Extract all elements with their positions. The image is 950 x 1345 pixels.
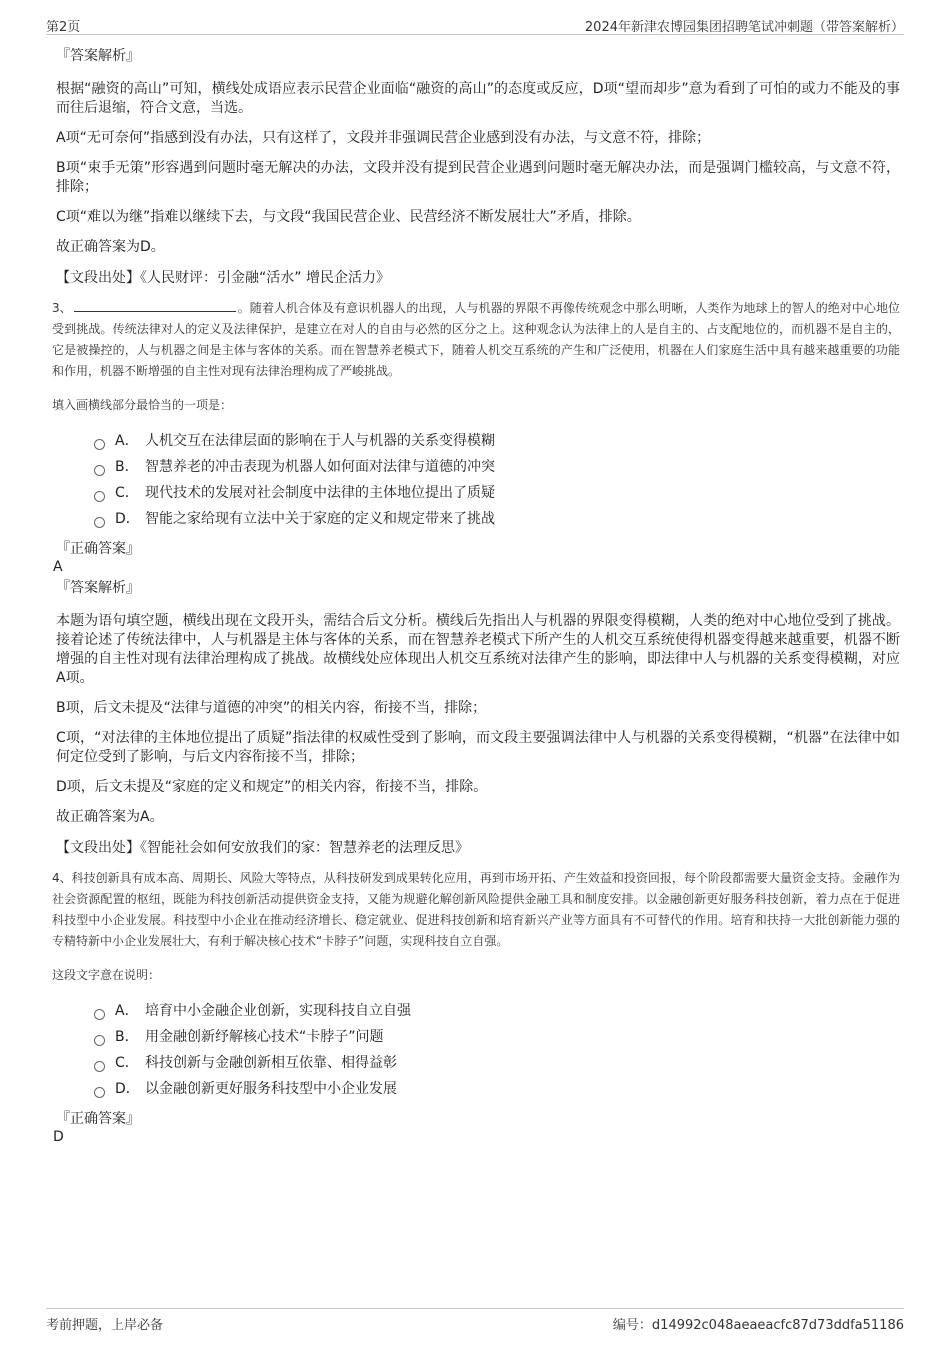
document-title: 2024年新津农博园集团招聘笔试冲刺题（带答案解析） [584, 20, 904, 35]
option-text: 人机交互在法律层面的影响在于人与机器的关系变得模糊 [145, 433, 495, 449]
radio-button[interactable] [94, 1061, 105, 1072]
question-stem: 4、科技创新具有成本高、周期长、风险大等特点，从科技研发到成果转化应用，再到市场开拓、产生效益和投资回报，每个阶段都需要大量资金支持。金融作为社会资源配置的枢纽，既能为科技创新活动提供资金支持，又能为规避化解创新风险提供金融工具和制度安排。以金融创新更好服务科技创新，着力点在于促进科技型中小企业发展。科技型中小企业在推动经济增长、稳定就业、促进科技创新和培育新兴产业等方面具有不可替代的作用。培育和扶持一大批创新能力强的专精特新中小企业发展壮大，有利于解决核心技术“卡脖子”问题，实现科技自立自强。 [52, 871, 900, 948]
analysis-paragraph: B项“束手无策”形容遇到问题时毫无解决的办法，文段并没有提到民营企业遇到问题时毫无解决办法，而是强调门槛较高，与文意不符，排除； [56, 160, 900, 195]
radio-button[interactable] [94, 1035, 105, 1046]
option-a[interactable] [94, 432, 900, 458]
question-text: 。随着人机合体及有意识机器人的出现，人与机器的界限不再像传统观念中那么明晰，人类作为地球上的智人的绝对中心地位受到挑战。传统法律对人的定义及法律保护，是建立在对人的自由与必然的区分之上。这种观念认为法律上的人是自主的、占支配地位的，而机器不是自主的，它是被操控的，人与机器之间是主体与客体的关系。而在智慧养老模式下，随着人机交互系统的产生和广泛使用，机器在人们家庭生活中具有越来越重要的功能和作用，机器不断增强的自主性对现有法律治理构成了严峻挑战。 [52, 301, 900, 378]
analysis-conclusion: 故正确答案为A。 [56, 809, 164, 825]
radio-button[interactable] [94, 491, 105, 502]
analysis-paragraph: D项，后文未提及“家庭的定义和规定”的相关内容，衔接不当，排除。 [56, 779, 488, 795]
option-text: 智慧养老的冲击表现为机器人如何面对法律与道德的冲突 [145, 459, 495, 475]
option-letter: A． [115, 1003, 139, 1019]
option-c[interactable] [94, 1054, 900, 1080]
analysis-paragraph: 本题为语句填空题，横线出现在文段开头，需结合后文分析。横线后先指出人与机器的界限变得模糊，人类的绝对中心地位受到了挑战。接着论述了传统法律中，人与机器是主体与客体的关系，而在智慧养老模式下所产生的人机交互系统使得机器变得越来越重要，机器不断增强的自主性对现有法律治理构成了挑战。故横线处应体现出人机交互系统对法律产生的影响，即法律中人与机器的关系变得模糊，对应A项。 [56, 613, 900, 686]
option-letter: B． [115, 1029, 139, 1045]
analysis-label: 『答案解析』 [56, 580, 140, 596]
page-header [46, 14, 904, 35]
question-number: 3、 [52, 301, 72, 315]
footer-slogan: 考前押题，上岸必备 [46, 1318, 164, 1333]
analysis-conclusion: 故正确答案为D。 [56, 239, 165, 255]
text-source: 【文段出处】《人民财评：引金融“活水” 增民企活力》 [56, 270, 390, 286]
page-number: 第2页 [46, 20, 81, 35]
analysis-paragraph: C项“难以为继”指难以继续下去，与文段“我国民营企业、民营经济不断发展壮大”矛盾，排除。 [56, 209, 641, 225]
radio-button[interactable] [94, 1087, 105, 1098]
correct-answer-label: 『正确答案』 [56, 1111, 140, 1127]
q2-analysis-section [56, 46, 900, 288]
document-code: 编号：d14992c048aeaeacfc87d73ddfa51186 [612, 1318, 904, 1333]
option-text: 用金融创新纾解核心技术“卡脖子”问题 [145, 1029, 384, 1045]
option-letter: B． [115, 459, 139, 475]
option-letter: A． [115, 433, 139, 449]
question-3 [52, 298, 900, 858]
option-c[interactable] [94, 484, 900, 510]
option-b[interactable] [94, 458, 900, 484]
analysis-paragraph: 根据“融资的高山”可知，横线处成语应表示民营企业面临“融资的高山”的态度或反应，D项“望而却步”意为看到了可怕的或力不能及的事而往后退缩，符合文意，当选。 [56, 81, 900, 116]
option-text: 智能之家给现有立法中关于家庭的定义和规定带来了挑战 [145, 511, 495, 527]
question-prompt: 这段文字意在说明： [52, 968, 161, 982]
radio-button[interactable] [94, 465, 105, 476]
correct-answer-label: 『正确答案』 [56, 541, 140, 557]
analysis-paragraph: B项，后文未提及“法律与道德的冲突”的相关内容，衔接不当，排除； [56, 700, 487, 716]
question-stem [52, 298, 900, 382]
document-body [52, 46, 900, 1148]
option-d[interactable] [94, 510, 900, 536]
option-d[interactable] [94, 1080, 900, 1106]
analysis-label: 『答案解析』 [56, 48, 140, 64]
option-letter: C． [115, 485, 139, 501]
radio-button[interactable] [94, 517, 105, 528]
option-b[interactable] [94, 1028, 900, 1054]
correct-answer-value: D [53, 1129, 64, 1145]
option-list [94, 432, 900, 536]
radio-button[interactable] [94, 1009, 105, 1020]
option-text: 科技创新与金融创新相互依靠、相得益彰 [145, 1055, 397, 1071]
analysis-paragraph: A项“无可奈何”指感到没有办法，只有这样了，文段并非强调民营企业感到没有办法，与文意不符，排除； [56, 130, 711, 146]
option-letter: D． [115, 1081, 140, 1097]
fill-in-blank [74, 299, 236, 312]
question-prompt: 填入画横线部分最恰当的一项是： [52, 398, 233, 412]
text-source: 【文段出处】《智能社会如何安放我们的家：智慧养老的法理反思》 [56, 840, 469, 856]
question-4 [52, 868, 900, 1146]
option-letter: D． [115, 511, 140, 527]
correct-answer-value: A [53, 559, 63, 575]
option-letter: C． [115, 1055, 139, 1071]
option-text: 现代技术的发展对社会制度中法律的主体地位提出了质疑 [145, 485, 495, 501]
analysis-paragraph: C项，“对法律的主体地位提出了质疑”指法律的权威性受到了影响，而文段主要强调法律中人与机器的关系变得模糊，“机器”在法律中如何定位受到了影响，与后文内容衔接不当，排除； [56, 730, 900, 765]
option-a[interactable] [94, 1002, 900, 1028]
page-footer [46, 1308, 904, 1333]
option-list [94, 1002, 900, 1106]
option-text: 以金融创新更好服务科技型中小企业发展 [145, 1081, 397, 1097]
option-text: 培育中小金融企业创新，实现科技自立自强 [145, 1003, 411, 1019]
radio-button[interactable] [94, 439, 105, 450]
